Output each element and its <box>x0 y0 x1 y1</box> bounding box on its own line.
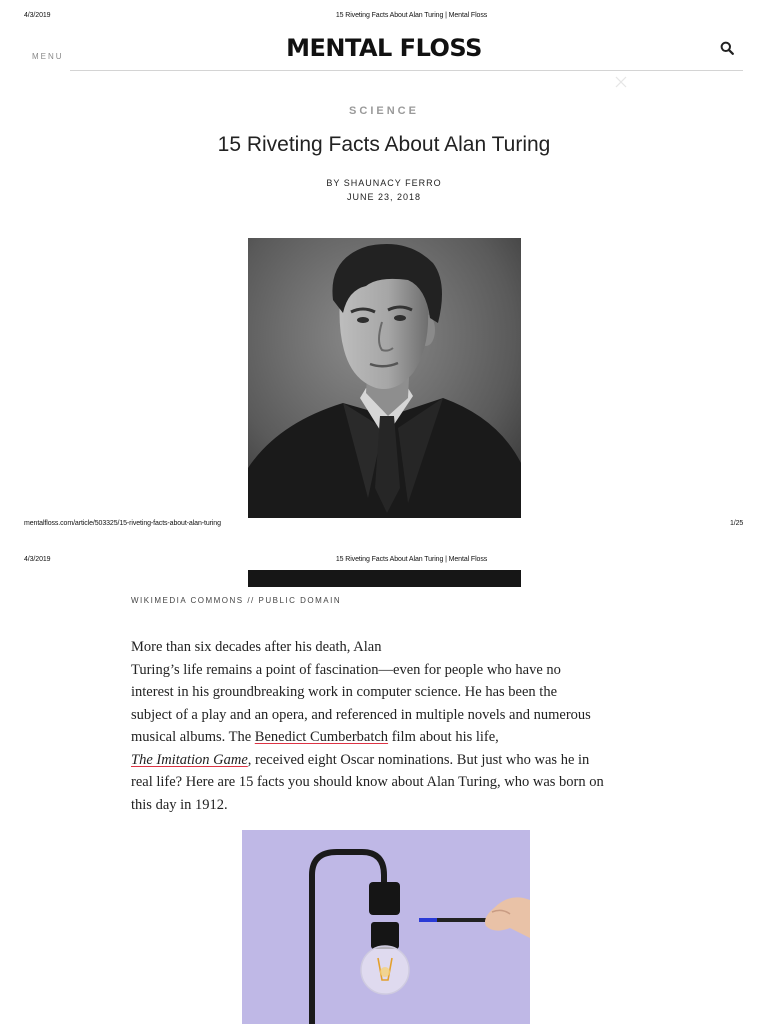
article-date: JUNE 23, 2018 <box>346 192 422 202</box>
body-line <box>131 749 641 772</box>
body-text-segment: film about his life, <box>388 729 499 745</box>
article-body <box>131 636 641 816</box>
body-line: subject of a play and an opera, and referenced in multiple novels and numerous <box>131 706 591 723</box>
header-divider <box>70 70 743 71</box>
close-icon[interactable] <box>615 76 627 88</box>
print-footer-url: mentalfloss.com/article/503325/15-riveting-facts-about-alan-turing <box>24 520 221 527</box>
print-date-page-2: 4/3/2019 <box>24 556 51 563</box>
article-title: 15 Riveting Facts About Alan Turing <box>217 133 551 156</box>
article-byline[interactable]: BY SHAUNACY FERRO <box>326 178 442 188</box>
print-footer-page: 1/25 <box>730 520 744 527</box>
print-title: 15 Riveting Facts About Alan Turing | Mental Floss <box>335 12 488 19</box>
article-category[interactable]: SCIENCE <box>349 105 419 117</box>
photo-credit: WIKIMEDIA COMMONS // PUBLIC DOMAIN <box>131 596 342 605</box>
body-text-segment: , received eight Oscar nominations. But just who was he in <box>247 751 590 768</box>
site-logo[interactable]: MENTAL FLOSS <box>286 34 482 62</box>
body-line <box>131 726 641 749</box>
print-date: 4/3/2019 <box>24 12 51 19</box>
body-line: Turing’s life remains a point of fascination—even for people who have no <box>131 661 561 678</box>
link-the-imitation-game[interactable]: The Imitation Game <box>131 751 248 768</box>
body-text-segment: musical albums. The <box>131 729 255 745</box>
body-line: interest in his groundbreaking work in computer science. He has been the <box>131 684 558 700</box>
menu-button[interactable]: MENU <box>32 52 64 61</box>
body-line: More than six decades after his death, Alan <box>131 639 382 655</box>
print-title-page-2: 15 Riveting Facts About Alan Turing | Mental Floss <box>335 556 488 563</box>
link-benedict-cumberbatch[interactable]: Benedict Cumberbatch <box>254 729 389 745</box>
search-icon[interactable] <box>720 41 734 55</box>
body-line: this day in 1912. <box>131 796 228 813</box>
body-line: real life? Here are 15 facts you should know about Alan Turing, who was born on <box>131 774 604 790</box>
alan-turing-portrait <box>248 238 521 518</box>
levitating-lamp-image[interactable] <box>242 830 530 1024</box>
portrait-continuation <box>248 570 521 587</box>
